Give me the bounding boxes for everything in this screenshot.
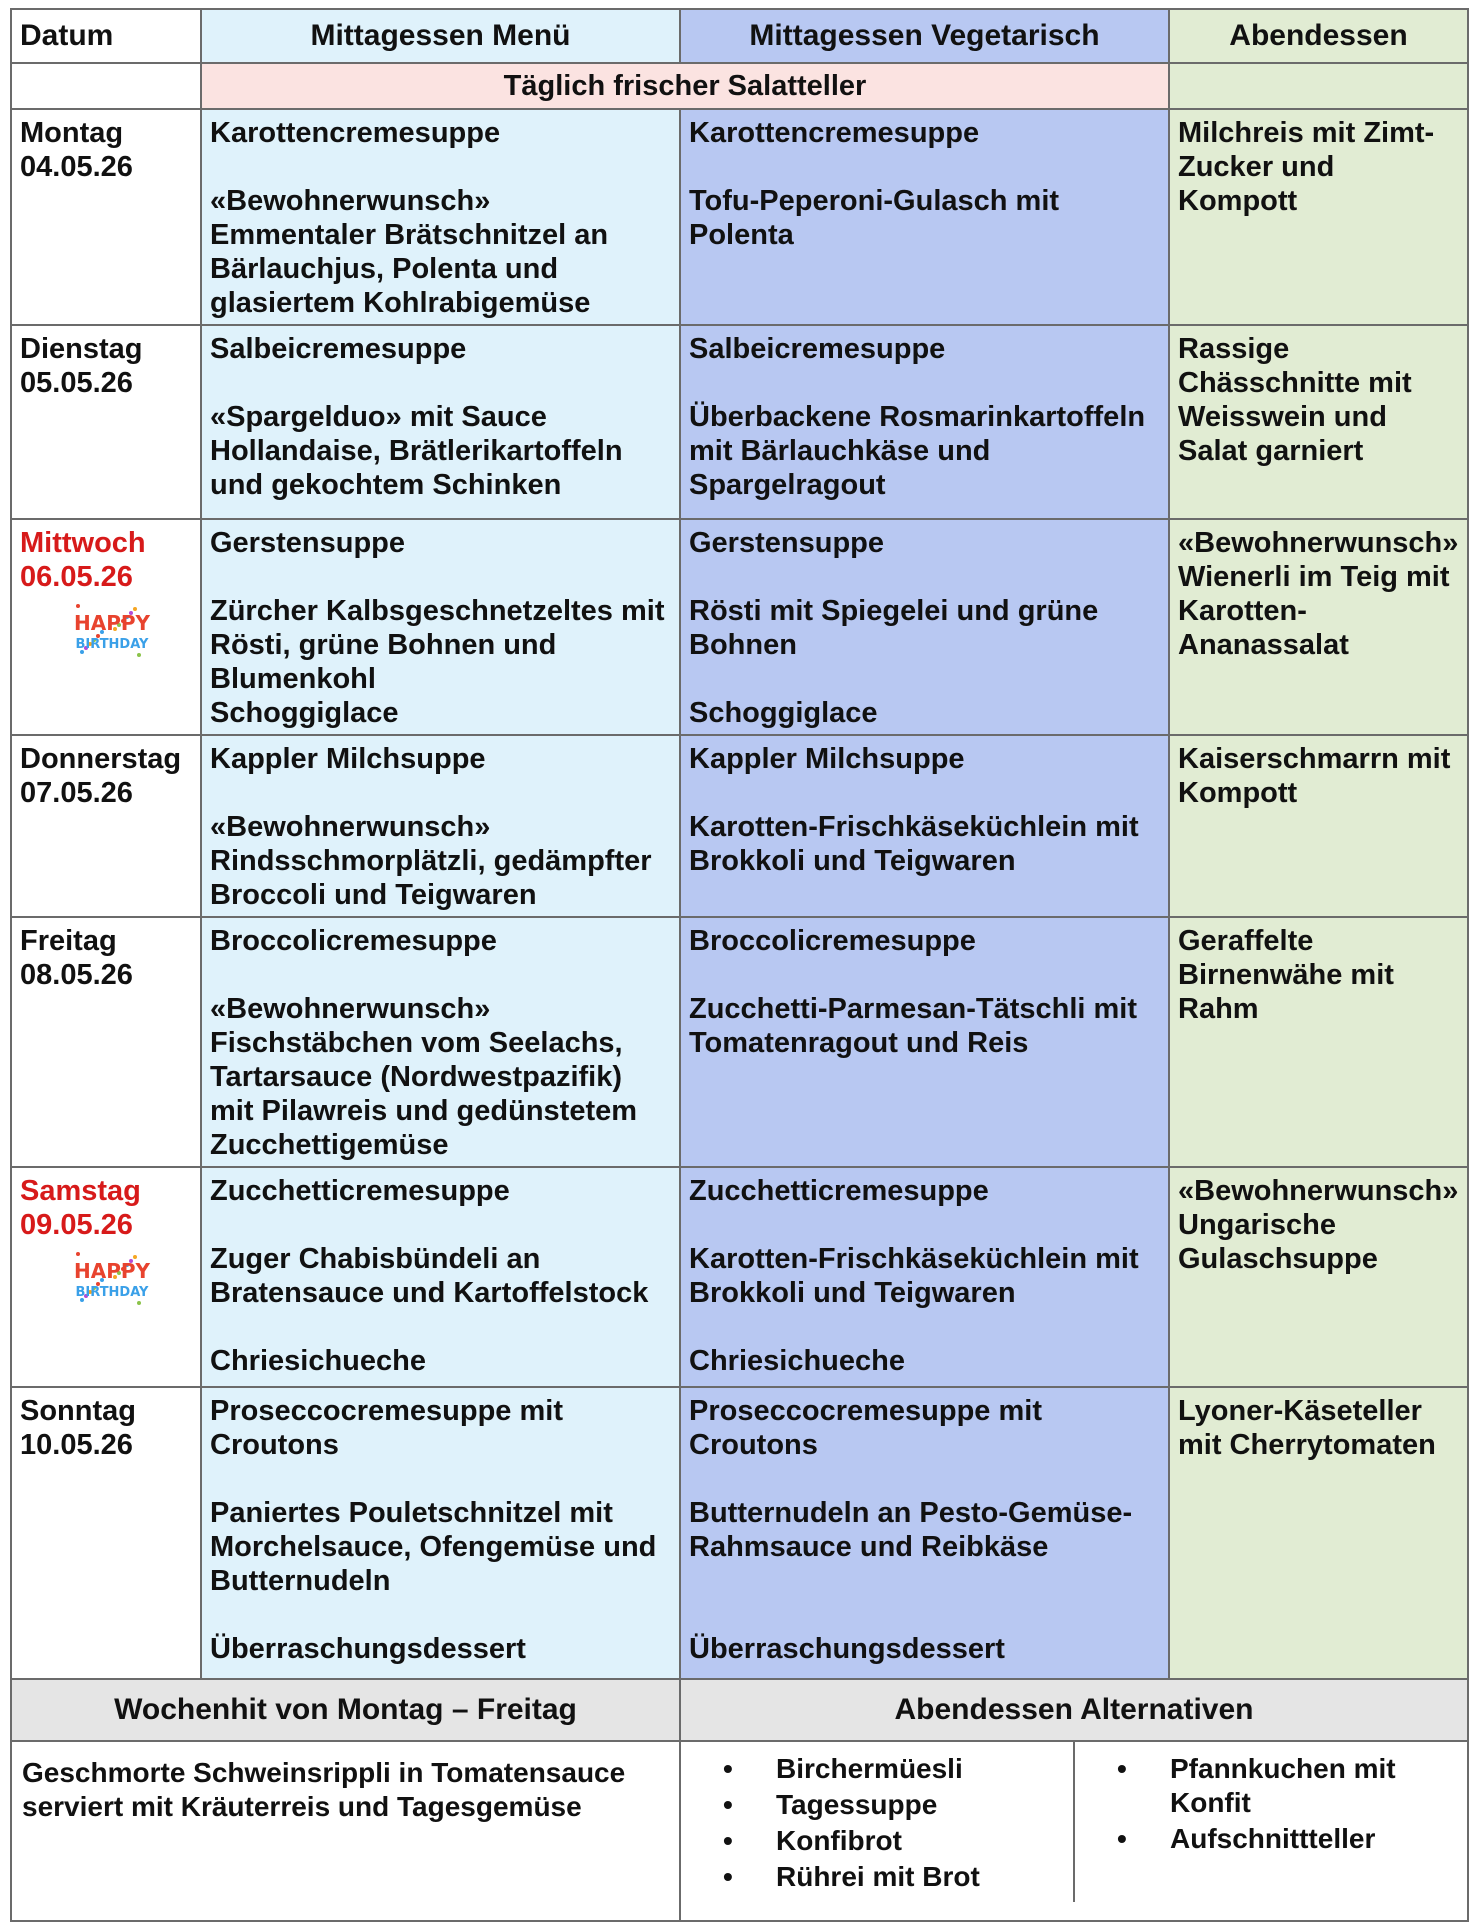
day-row: [11, 735, 1468, 917]
menu-line: Brokkoli und Teigwaren: [689, 1277, 1016, 1309]
spacer: [689, 1564, 1160, 1598]
menu-line: Rahm: [1178, 993, 1259, 1025]
menu-line: Rassige: [1178, 333, 1290, 365]
weekly-text: [11, 1741, 680, 1921]
menu-line: Butternudeln an Pesto-Gemüse-: [689, 1497, 1133, 1529]
menu-line: Chässchnitte mit: [1178, 367, 1412, 399]
spacer: [689, 776, 1160, 810]
veg-cell: [680, 735, 1169, 917]
day-name: Sonntag: [20, 1395, 136, 1427]
menu-line: Zürcher Kalbsgeschnetzeltes mit: [210, 595, 665, 627]
spacer: [689, 560, 1160, 594]
evening-cell: [1169, 519, 1468, 735]
menu-line: Zuger Chabisbündeli an: [210, 1243, 541, 1275]
day-cell: [11, 917, 201, 1167]
salad-empty: [11, 63, 201, 109]
weekly-line-1: Geschmorte Schweinsrippli in Tomatensauce: [22, 1757, 626, 1788]
alt-item: • Tagessuppe: [681, 1788, 1069, 1822]
menu-line: und gekochtem Schinken: [210, 469, 562, 501]
menu-line: Karotten-: [1178, 595, 1307, 627]
menu-line: Kappler Milchsuppe: [689, 743, 965, 775]
menu-cell: [201, 1167, 680, 1387]
menu-line: Rösti mit Spiegelei und grüne: [689, 595, 1099, 627]
menu-line: Überraschungsdessert: [689, 1633, 1005, 1665]
menu-line: Broccolicremesuppe: [689, 925, 976, 957]
alt-item: • Konfibrot: [681, 1824, 1069, 1858]
menu-line: mit Bärlauchkäse und: [689, 435, 991, 467]
evening-cell: [1169, 325, 1468, 519]
day-cell: [11, 519, 201, 735]
menu-line: Kaiserschmarrn mit: [1178, 743, 1451, 775]
day-date: 08.05.26: [20, 959, 133, 991]
menu-line: «Spargelduo» mit Sauce: [210, 401, 547, 433]
menu-line: «Bewohnerwunsch»: [210, 993, 491, 1025]
menu-line: Schoggiglace: [210, 697, 399, 729]
spacer: [210, 150, 671, 184]
spacer: [210, 366, 671, 400]
day-date: 10.05.26: [20, 1429, 133, 1461]
menu-line: Ungarische: [1178, 1209, 1336, 1241]
menu-line: «Bewohnerwunsch»: [1178, 1175, 1459, 1207]
day-row: [11, 1167, 1468, 1387]
spacer: [689, 1462, 1160, 1496]
header-evening: Abendessen: [1169, 9, 1468, 63]
menu-line: Paniertes Pouletschnitzel mit: [210, 1497, 613, 1529]
veg-cell: [680, 1167, 1169, 1387]
alternatives-right: [1073, 1742, 1467, 1902]
alt-item: • Pfannkuchen mit Konfit: [1075, 1752, 1463, 1820]
day-row: [11, 325, 1468, 519]
salad-label: Täglich frischer Salatteller: [201, 63, 1169, 109]
svg-text:HAPPY: HAPPY: [73, 611, 151, 635]
menu-line: Salbeicremesuppe: [210, 333, 467, 365]
menu-line: Brokkoli und Teigwaren: [689, 845, 1016, 877]
menu-cell: [201, 519, 680, 735]
day-name: Donnerstag: [20, 743, 182, 775]
svg-text:BIRTHDAY: BIRTHDAY: [75, 1285, 149, 1300]
alternatives-left: [681, 1742, 1073, 1902]
spacer: [210, 1310, 671, 1344]
menu-line: Salbeicremesuppe: [689, 333, 946, 365]
menu-line: Wienerli im Teig mit: [1178, 561, 1450, 593]
day-name: Samstag: [20, 1175, 141, 1207]
menu-line: Hollandaise, Brätlerikartoffeln: [210, 435, 623, 467]
evening-cell: [1169, 917, 1468, 1167]
svg-text:HAPPY: HAPPY: [73, 1259, 151, 1283]
spacer: [689, 958, 1160, 992]
menu-line: Emmentaler Brätschnitzel an: [210, 219, 609, 251]
menu-line: Bohnen: [689, 629, 797, 661]
day-date: 04.05.26: [20, 151, 133, 183]
header-veg: Mittagessen Vegetarisch: [680, 9, 1169, 63]
menu-line: Geraffelte: [1178, 925, 1314, 957]
day-date: 05.05.26: [20, 367, 133, 399]
menu-line: Überraschungsdessert: [210, 1633, 526, 1665]
menu-line: Zucchetti-Parmesan-Tätschli mit: [689, 993, 1137, 1025]
footer-head-row: [11, 1679, 1468, 1741]
veg-cell: [680, 519, 1169, 735]
weekly-title: Wochenhit von Montag – Freitag: [11, 1679, 680, 1741]
menu-line: Weisswein und: [1178, 401, 1387, 433]
spacer: [210, 1598, 671, 1632]
header-row: [11, 9, 1468, 63]
weekly-line-2: serviert mit Kräuterreis und Tagesgemüse: [22, 1791, 582, 1822]
menu-line: Blumenkohl: [210, 663, 376, 695]
menu-line: Überbackene Rosmarinkartoffeln: [689, 401, 1146, 433]
day-date: 06.05.26: [20, 561, 133, 593]
menu-line: Karottencremesuppe: [210, 117, 501, 149]
menu-line: Tofu-Peperoni-Gulasch mit: [689, 185, 1060, 217]
menu-line: «Bewohnerwunsch»: [210, 811, 491, 843]
alternatives-cell: [680, 1741, 1468, 1921]
menu-line: mit Cherrytomaten: [1178, 1429, 1436, 1461]
menu-cell: [201, 109, 680, 325]
spacer: [689, 1598, 1160, 1632]
menu-line: Chriesichueche: [210, 1345, 426, 1377]
menu-line: Proseccocremesuppe mit: [689, 1395, 1042, 1427]
menu-line: Karottencremesuppe: [689, 117, 980, 149]
menu-line: Polenta: [689, 219, 794, 251]
menu-table: [10, 8, 1469, 1922]
menu-line: Kompott: [1178, 777, 1298, 809]
menu-line: glasiertem Kohlrabigemüse: [210, 287, 591, 319]
menu-line: Fischstäbchen vom Seelachs,: [210, 1027, 623, 1059]
evening-cell: [1169, 1167, 1468, 1387]
menu-line: Gerstensuppe: [689, 527, 884, 559]
svg-text:BIRTHDAY: BIRTHDAY: [75, 637, 149, 652]
day-name: Freitag: [20, 925, 117, 957]
veg-cell: [680, 1387, 1169, 1679]
menu-line: Morchelsauce, Ofengemüse und: [210, 1531, 657, 1563]
evening-cell: [1169, 109, 1468, 325]
menu-line: Karotten-Frischkäseküchlein mit: [689, 1243, 1139, 1275]
spacer: [210, 776, 671, 810]
menu-line: Salat garniert: [1178, 435, 1364, 467]
spacer: [689, 1208, 1160, 1242]
menu-line: Chriesichueche: [689, 1345, 905, 1377]
day-cell: [11, 109, 201, 325]
day-date: 07.05.26: [20, 777, 133, 809]
menu-line: Spargelragout: [689, 469, 886, 501]
spacer: [210, 958, 671, 992]
menu-line: Tomatenragout und Reis: [689, 1027, 1029, 1059]
menu-line: Schoggiglace: [689, 697, 878, 729]
salad-evening-empty: [1169, 63, 1468, 109]
veg-cell: [680, 917, 1169, 1167]
day-row: [11, 917, 1468, 1167]
menu-line: Zucchetticremesuppe: [210, 1175, 510, 1207]
day-row: [11, 519, 1468, 735]
spacer: [689, 1310, 1160, 1344]
menu-line: «Bewohnerwunsch»: [1178, 527, 1459, 559]
menu-line: Zucker und Kompott: [1178, 151, 1335, 217]
day-date: 09.05.26: [20, 1209, 133, 1241]
header-date: Datum: [11, 9, 201, 63]
header-menu: Mittagessen Menü: [201, 9, 680, 63]
menu-line: Proseccocremesuppe mit: [210, 1395, 563, 1427]
menu-line: mit Pilawreis und gedünstetem: [210, 1095, 638, 1127]
day-cell: [11, 1167, 201, 1387]
veg-cell: [680, 109, 1169, 325]
day-cell: [11, 325, 201, 519]
menu-cell: [201, 1387, 680, 1679]
menu-line: Broccoli und Teigwaren: [210, 879, 537, 911]
menu-line: Rahmsauce und Reibkäse: [689, 1531, 1049, 1563]
day-row: [11, 1387, 1468, 1679]
menu-line: Ananassalat: [1178, 629, 1349, 661]
menu-line: Broccolicremesuppe: [210, 925, 497, 957]
spacer: [210, 560, 671, 594]
menu-line: Rindsschmorplätzli, gedämpfter: [210, 845, 652, 877]
menu-cell: [201, 735, 680, 917]
day-cell: [11, 1387, 201, 1679]
menu-cell: [201, 917, 680, 1167]
alt-item: • Birchermüesli: [681, 1752, 1069, 1786]
menu-line: Gulaschsuppe: [1178, 1243, 1378, 1275]
day-row: [11, 109, 1468, 325]
veg-cell: [680, 325, 1169, 519]
alt-item: • Rührei mit Brot: [681, 1860, 1069, 1894]
menu-line: Tartarsauce (Nordwestpazifik): [210, 1061, 623, 1093]
menu-line: Butternudeln: [210, 1565, 391, 1597]
footer-row: [11, 1741, 1468, 1921]
menu-line: Milchreis mit Zimt-: [1178, 117, 1435, 149]
birthday-icon: [72, 1250, 152, 1306]
menu-line: Croutons: [210, 1429, 339, 1461]
menu-line: Lyoner-Käseteller: [1178, 1395, 1422, 1427]
menu-line: Kappler Milchsuppe: [210, 743, 486, 775]
salad-row: [11, 63, 1468, 109]
menu-line: Karotten-Frischkäseküchlein mit: [689, 811, 1139, 843]
spacer: [210, 1462, 671, 1496]
day-cell: [11, 735, 201, 917]
day-name: Montag: [20, 117, 124, 149]
alternatives-title: Abendessen Alternativen: [680, 1679, 1468, 1741]
menu-line: Zucchettigemüse: [210, 1129, 449, 1161]
evening-cell: [1169, 1387, 1468, 1679]
menu-line: Zucchetticremesuppe: [689, 1175, 989, 1207]
menu-line: Birnenwähe mit: [1178, 959, 1394, 991]
alt-item: • Aufschnittteller: [1075, 1822, 1463, 1856]
evening-cell: [1169, 735, 1468, 917]
spacer: [689, 366, 1160, 400]
day-name: Mittwoch: [20, 527, 146, 559]
menu-line: Rösti, grüne Bohnen und: [210, 629, 557, 661]
spacer: [689, 150, 1160, 184]
spacer: [210, 1208, 671, 1242]
menu-line: Bärlauchjus, Polenta und: [210, 253, 559, 285]
menu-line: Bratensauce und Kartoffelstock: [210, 1277, 649, 1309]
spacer: [689, 662, 1160, 696]
menu-cell: [201, 325, 680, 519]
birthday-icon: [72, 602, 152, 658]
menu-line: «Bewohnerwunsch»: [210, 185, 491, 217]
menu-line: Gerstensuppe: [210, 527, 405, 559]
day-name: Dienstag: [20, 333, 143, 365]
menu-line: Croutons: [689, 1429, 818, 1461]
